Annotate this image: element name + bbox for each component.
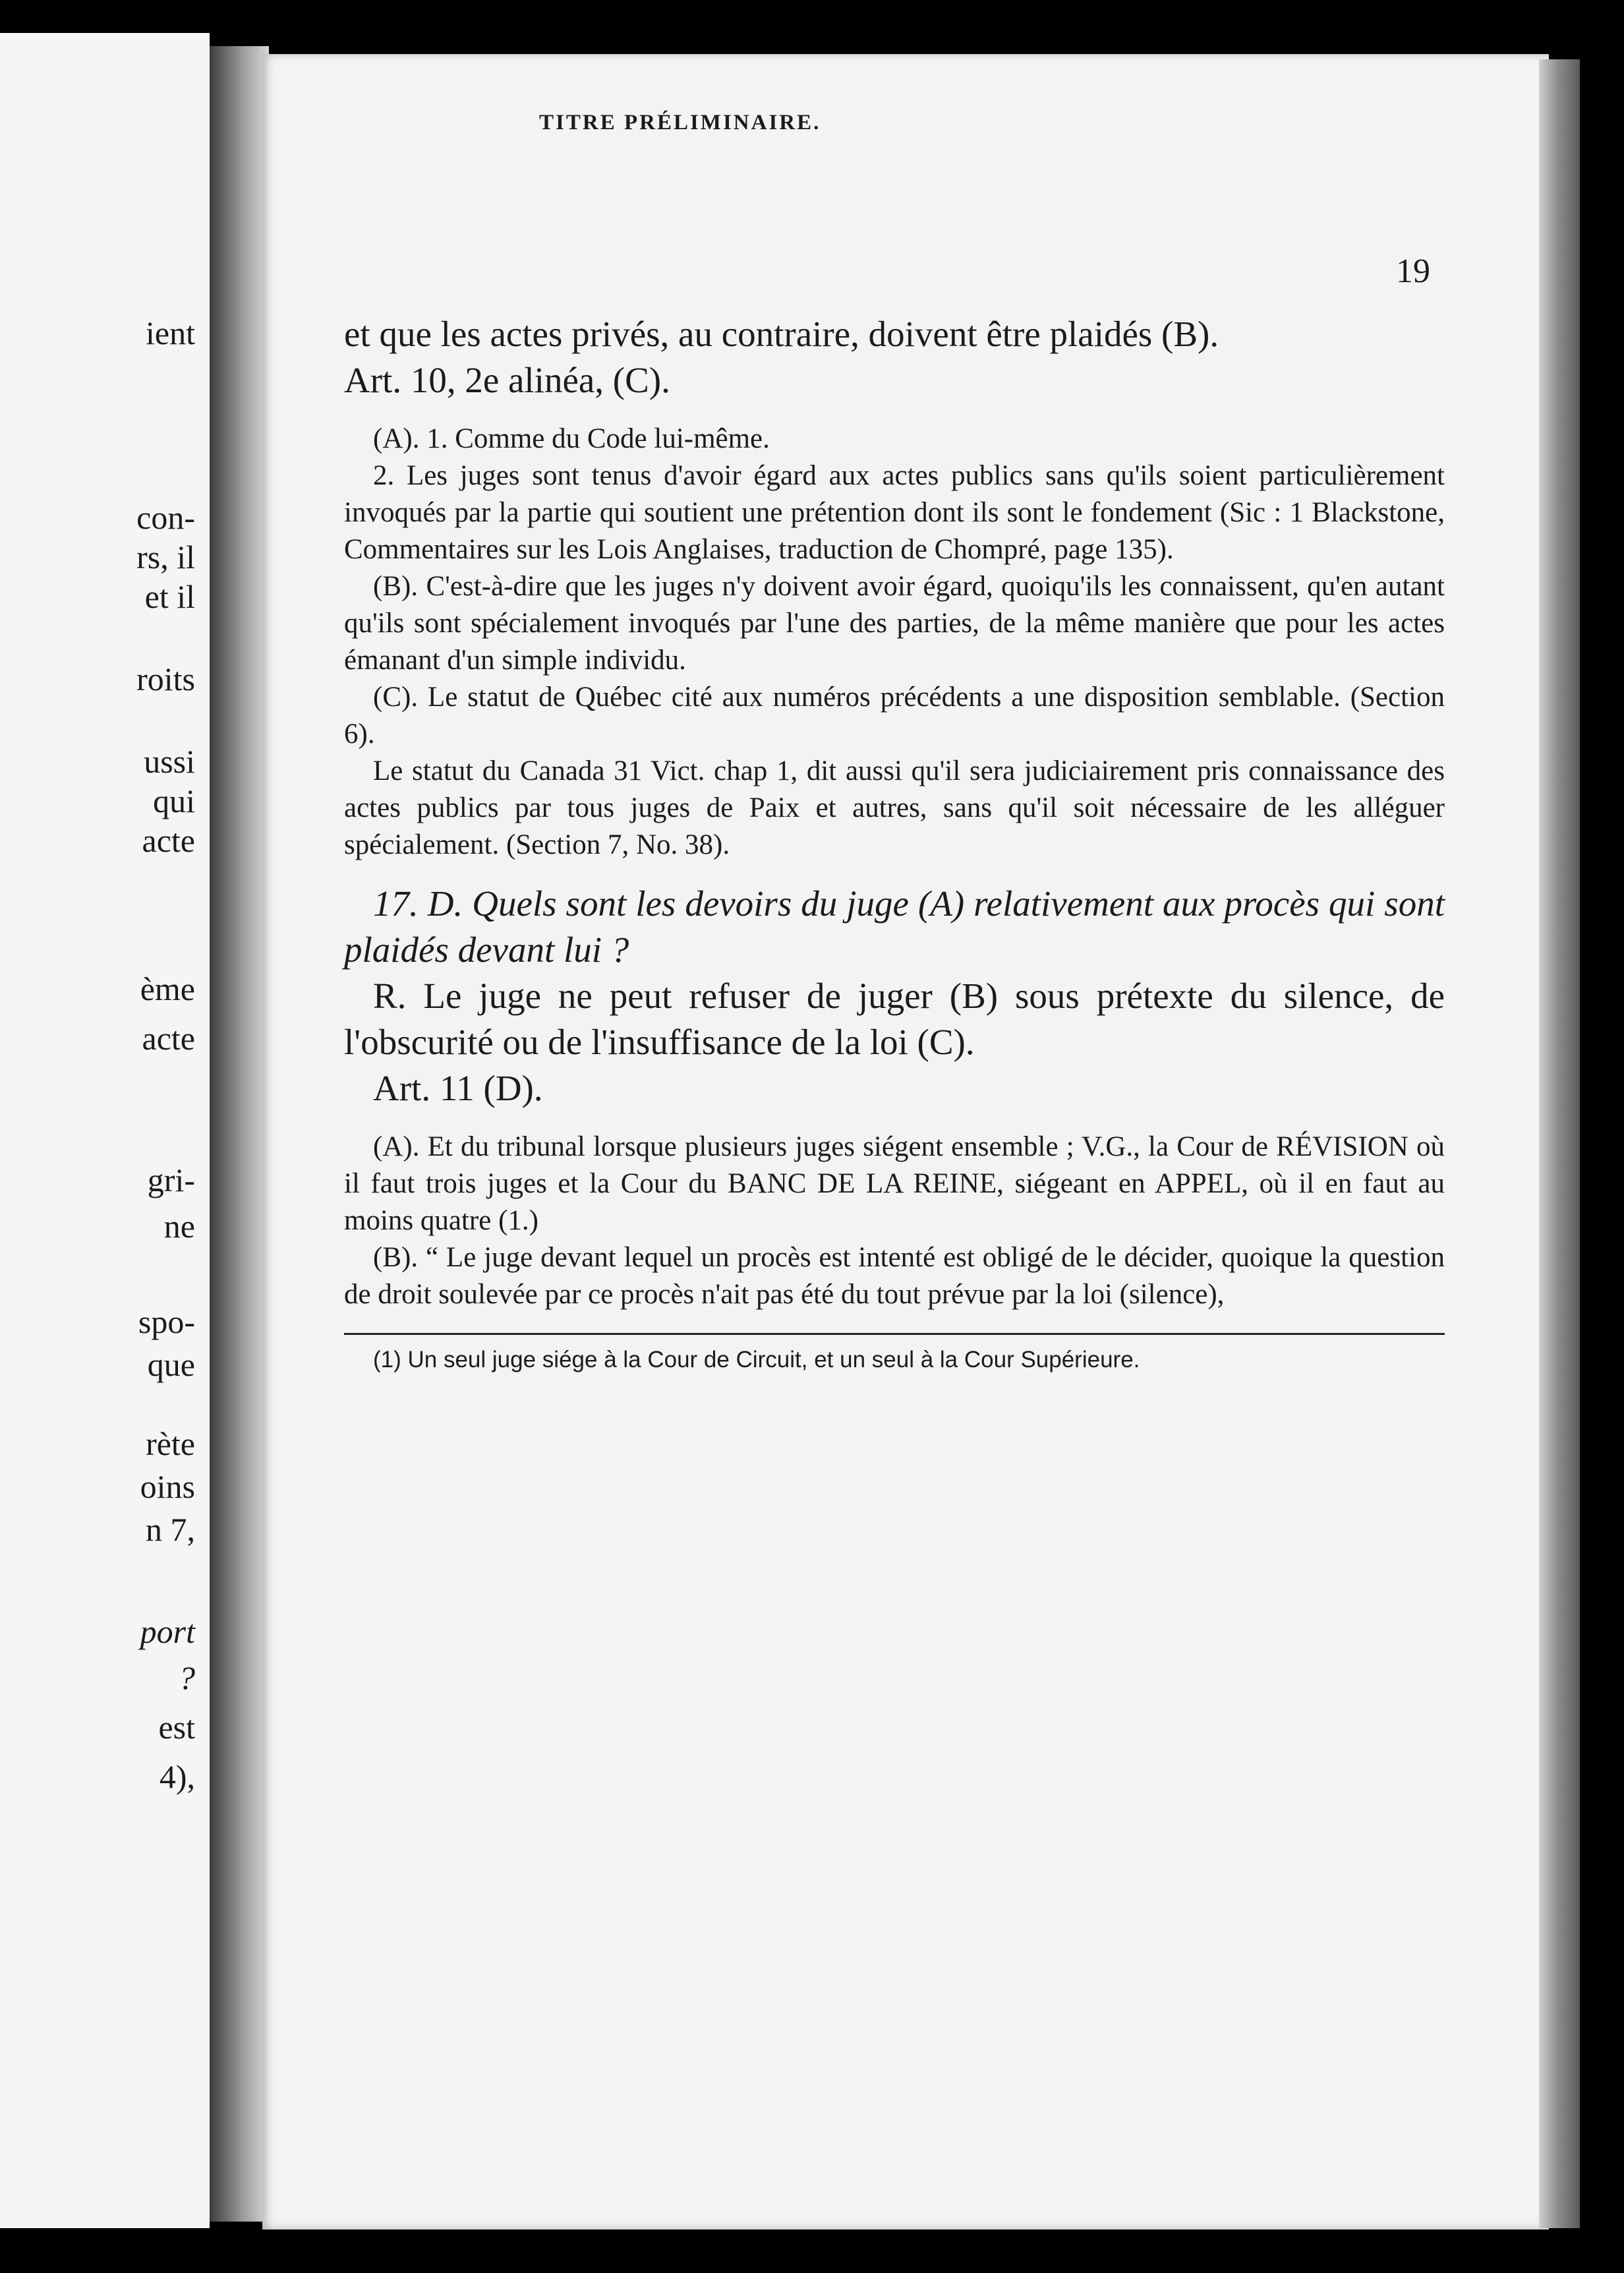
left-fragment: n 7, (146, 1511, 195, 1548)
gutter-shadow (210, 46, 269, 2222)
footnote: (1) Un seul juge siége à la Cour de Circuit, et un seul à la Cour Supérieure. (373, 1347, 1140, 1373)
left-fragment: acte (142, 1020, 195, 1057)
left-fragment: rète (146, 1425, 195, 1462)
note: (B). “ Le juge devant lequel un procès est intenté est obligé de le décider, quoique la question de droit soulevée par ce procès n'ait pas été du tout prévue par la loi (silence), (344, 1242, 1445, 1310)
left-fragment: ème (140, 970, 195, 1007)
footnote-rule (344, 1333, 1445, 1335)
article-ref: Art. 10, 2e alinéa, (C). (344, 360, 670, 400)
left-fragment: est (158, 1709, 195, 1746)
answer: R. Le juge ne peut refuser de juger (B) sous prétexte du silence, de l'obscurité ou de l'insuffisance de la loi (C). (344, 976, 1445, 1062)
left-fragment: con- (136, 499, 195, 536)
note: (A). Et du tribunal lorsque plusieurs juges siégent ensemble ; V.G., la Cour de RÉVISION où il faut trois juges et la Cour du BANC DE LA REINE, siégeant en APPEL, où il en faut au moins quatre (1.) (344, 1131, 1445, 1236)
note: (C). Le statut de Québec cité aux numéros précédents a une disposition semblable. (Section 6). (344, 682, 1445, 750)
article-ref: Art. 11 (D). (373, 1068, 543, 1108)
page-edge (1539, 59, 1580, 2228)
note: (A). 1. Comme du Code lui-même. (373, 423, 770, 454)
left-fragment: roits (136, 661, 195, 697)
current-page (262, 54, 1549, 2229)
left-fragment: spo- (138, 1303, 195, 1340)
paragraph: et que les actes privés, au contraire, doivent être plaidés (B). (344, 314, 1219, 354)
question: 17. D. Quels sont les devoirs du juge (A) relativement aux procès qui sont plaidés devant lui ? (344, 883, 1445, 970)
left-fragment: oins (140, 1468, 195, 1505)
page-number: 19 (1396, 252, 1430, 290)
note: 2. Les juges sont tenus d'avoir égard aux actes publics sans qu'ils soient particulièrement invoqués par la partie qui soutient une prétention dont ils sont le fondement (Sic : 1 Blackstone, Commentaires sur les Lois Anglaises, traduction de Chompré, page 135). (344, 460, 1445, 565)
note: (B). C'est-à-dire que les juges n'y doivent avoir égard, quoiqu'ils les connaissent, qu'en autant qu'ils sont spécialement invoqués par l'une des parties, de la même manière que pour les actes émanant d'un simple individu. (344, 571, 1445, 676)
left-fragment: gri- (147, 1162, 195, 1198)
previous-page (0, 33, 210, 2228)
left-fragment: 4), (159, 1758, 195, 1795)
page-text (344, 311, 1445, 1374)
left-fragment: port (140, 1613, 195, 1650)
left-fragment: acte (142, 822, 195, 859)
note: Le statut du Canada 31 Vict. chap 1, dit aussi qu'il sera judiciairement pris connaissance des actes publics par tous juges de Paix et autres, sans qu'il soit nécessaire de les alléguer spécialement. (Section 7, No. 38). (344, 755, 1445, 860)
left-fragment: et il (144, 578, 195, 615)
running-head: TITRE PRÉLIMINAIRE. (539, 111, 821, 134)
left-fragment: rs, il (136, 539, 195, 576)
left-fragment: ient (146, 314, 195, 351)
left-fragment: ne (163, 1208, 195, 1245)
left-fragment: que (147, 1346, 195, 1383)
left-fragment: ? (179, 1659, 195, 1696)
left-fragment: ussi (144, 743, 195, 780)
left-fragment: qui (153, 782, 195, 819)
